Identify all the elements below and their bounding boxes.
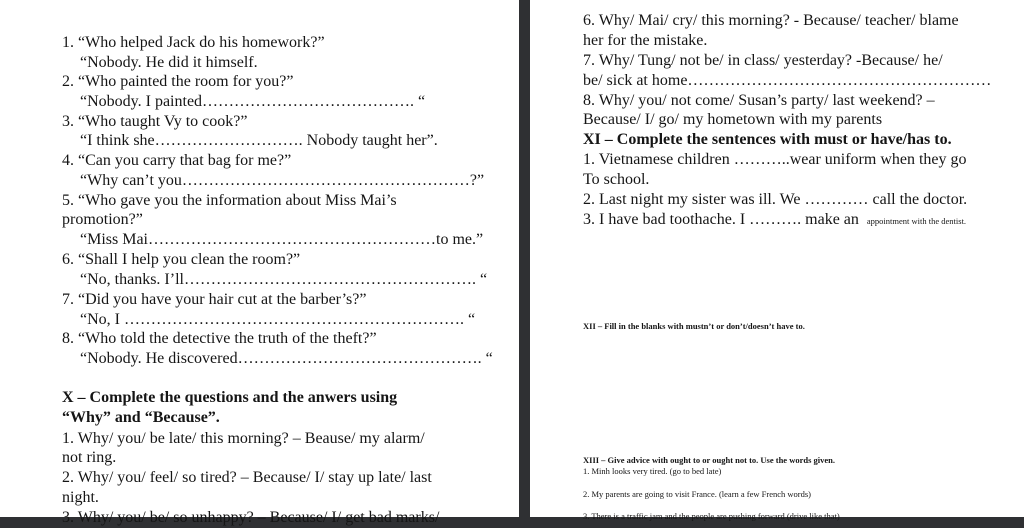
question-3: 3. “Who taught Vy to cook?”	[62, 113, 248, 130]
question-8: 8. “Who told the detective the truth of the theft?”	[62, 330, 377, 347]
section-x-title: X – Complete the questions and the anwers using	[62, 389, 398, 406]
x-item-6: 6. Why/ Mai/ cry/ this morning? - Because/ teacher/ blame	[583, 12, 959, 29]
x-item-1-cont: not ring.	[62, 449, 117, 466]
answer-7: “No, I ………………………………………………………. “	[80, 311, 476, 328]
xi-item-1: 1. Vietnamese children ………..wear uniform when they go	[583, 151, 967, 168]
section-x-title-cont: “Why” and “Because”.	[62, 409, 220, 426]
x-item-1: 1. Why/ you/ be late/ this morning? – Beause/ my alarm/	[62, 430, 425, 447]
x-item-2: 2. Why/ you/ feel/ so tired? – Because/ I/ stay up late/ last	[62, 469, 432, 486]
xi-item-2: 2. Last night my sister was ill. We ………… call the doctor.	[583, 191, 968, 208]
question-5-cont: promotion?”	[62, 211, 143, 228]
answer-5: “Miss Mai………………………………………………to me.”	[80, 231, 484, 248]
question-7: 7. “Did you have your hair cut at the barber’s?”	[62, 291, 367, 308]
xiii-item-3: 3. There is a traffic jam and the people are pushing forward (drive like that)	[583, 511, 840, 521]
question-2: 2. “Who painted the room for you?”	[62, 73, 294, 90]
section-xiii-title: XIII – Give advice with ought to or ought not to. Use the words given.	[583, 455, 836, 465]
x-item-8: 8. Why/ you/ not come/ Susan’s party/ last weekend? –	[583, 92, 935, 109]
answer-1: “Nobody. He did it himself.	[80, 54, 258, 71]
x-item-3: 3. Why/ you/ be/ so unhappy? – Because/ I/ get bad marks/	[62, 509, 440, 526]
xiii-item-1: 1. Minh looks very tired. (go to bed late)	[583, 466, 722, 476]
answer-6: “No, thanks. I’ll………………………………………………. “	[80, 271, 488, 288]
xi-item-3-tail: appointment with the dentist.	[866, 216, 967, 226]
answer-3: “I think she………………………. Nobody taught her”.	[80, 132, 438, 149]
xi-item-1-cont: To school.	[583, 171, 650, 188]
xi-item-3	[583, 210, 966, 230]
x-item-7-cont: be/ sick at home…………………………………………………	[583, 72, 992, 89]
question-6: 6. “Shall I help you clean the room?”	[62, 251, 301, 268]
x-item-8-cont: Because/ I/ go/ my hometown with my parents	[583, 111, 883, 128]
x-item-2-cont: night.	[62, 489, 99, 506]
x-item-7: 7. Why/ Tung/ not be/ in class/ yesterday? -Because/ he/	[583, 52, 943, 69]
xi-item-3-text: 3. I have bad toothache. I ………. make an	[583, 211, 859, 228]
right-worksheet-page	[530, 0, 1024, 521]
question-4: 4. “Can you carry that bag for me?”	[62, 152, 292, 169]
answer-4: “Why can’t you………………………………………………?”	[80, 172, 485, 189]
xiii-item-2: 2. My parents are going to visit France. (learn a few French words)	[583, 489, 812, 499]
question-1: 1. “Who helped Jack do his homework?”	[62, 34, 325, 51]
section-xii-title: XII – Fill in the blanks with mustn’t or don’t/doesn’t have to.	[583, 321, 805, 331]
x-item-6-cont: her for the mistake.	[583, 32, 708, 49]
section-xi-title: XI – Complete the sentences with must or have/has to.	[583, 131, 952, 148]
question-5: 5. “Who gave you the information about Miss Mai’s	[62, 192, 397, 209]
answer-8: “Nobody. He discovered………………………………………. “	[80, 350, 493, 367]
answer-2: “Nobody. I painted…………………………………. “	[80, 93, 426, 110]
